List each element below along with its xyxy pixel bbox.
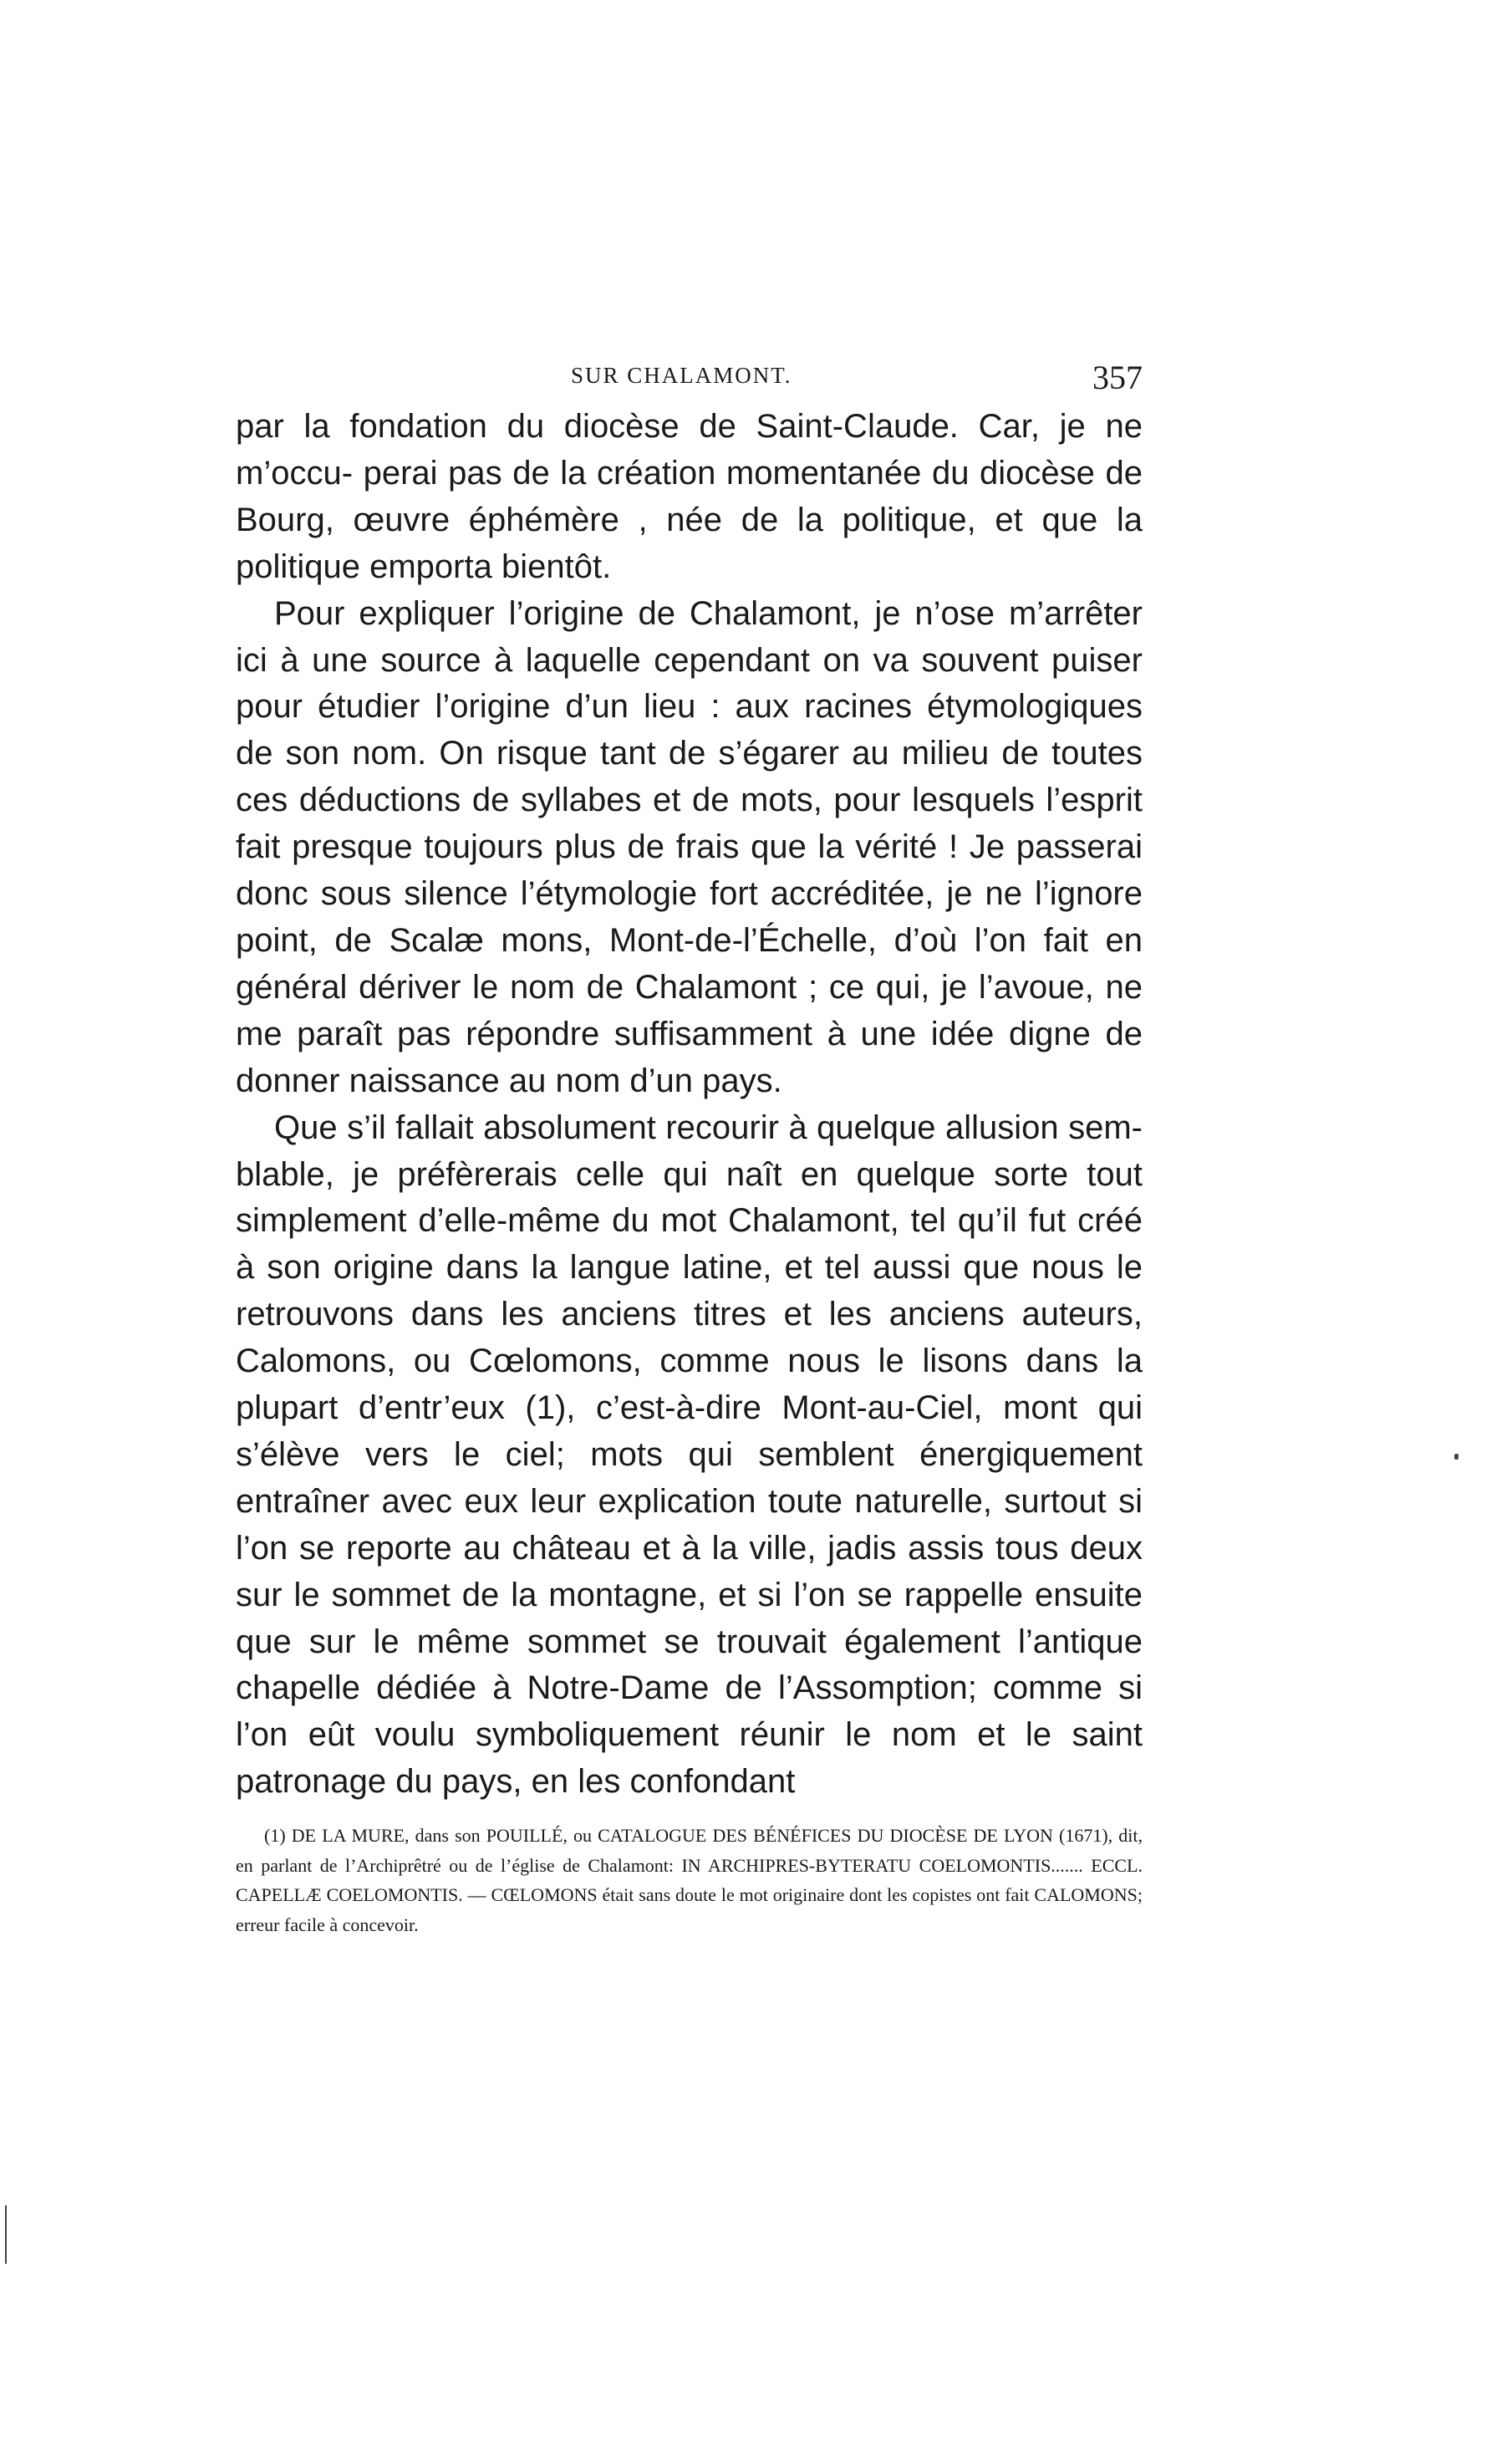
page-header — [234, 358, 1143, 400]
footnote-text: (1) DE LA MURE, dans son POUILLÉ, ou CATALOGUE DES BÉNÉFICES DU DIOCÈSE DE LYON (1671), dit, en parlant de l’Archiprêtré ou de l’église de Chalamont: IN ARCHIPRES-BYTERATU COELOMONTIS....... ECCL. CAPELLÆ COELOMONTIS. — CŒLOMONS était sans doute le mot originaire dont les copistes ont fait CALOMONS; erreur facile à concevoir. — [236, 1825, 1143, 1935]
footnote — [236, 1821, 1143, 1939]
scan-mark-right — [1454, 1454, 1459, 1460]
paragraph-3: Que s’il fallait absolument recourir à quelque allusion sem- blable, je préfèrerais celle qui naît en quelque sorte tout simplement d’elle-même du mot Chalamont, tel qu’il fut créé à son origine dans la langue latine, et tel aussi que nous le retrouvons dans les anciens titres et les anciens auteurs, Calomons, ou Cœlomons, comme nous le lisons dans la plupart d’entr’eux (1), c’est-à-dire Mont-au-Ciel, mont qui s’élève vers le ciel; mots qui semblent énergiquement entraîner avec eux leur explication toute naturelle, surtout si l’on se reporte au château et à la ville, jadis assis tous deux sur le sommet de la montagne, et si l’on se rappelle ensuite que sur le même sommet se trouvait également l’antique chapelle dédiée à Notre-Dame de l’Assomption; comme si l’on eût voulu symboliquement réunir le nom et le saint patronage du pays, en les confondant — [236, 1108, 1143, 1801]
paragraph-1: par la fondation du diocèse de Saint-Claude. Car, je ne m’occu- perai pas de la création momentanée du diocèse de Bourg, œuvre éphémère , née de la politique, et que la politique emporta bientôt. — [236, 408, 1143, 585]
running-head: SUR CHALAMONT. — [571, 363, 792, 388]
paragraph-2: Pour expliquer l’origine de Chalamont, je n’ose m’arrêter ici à une source à laquelle cependant on va souvent puiser pour étudier l’origine d’un lieu : aux racines étymologiques de son nom. On risque tant de s’égarer au milieu de toutes ces déductions de syllabes et de mots, pour lesquels l’esprit fait presque toujours plus de frais que la vérité ! Je passerai donc sous silence l’étymologie fort accréditée, je ne l’ignore point, de Scalæ mons, Mont-de-l’Échelle, d’où l’on fait en général dériver le nom de Chalamont ; ce qui, je l’avoue, ne me paraît pas répondre suffisamment à une idée digne de donner naissance au nom d’un pays. — [236, 594, 1143, 1099]
body-text — [236, 404, 1143, 1806]
page-number: 357 — [1092, 359, 1143, 396]
scan-mark-left — [5, 2205, 7, 2264]
